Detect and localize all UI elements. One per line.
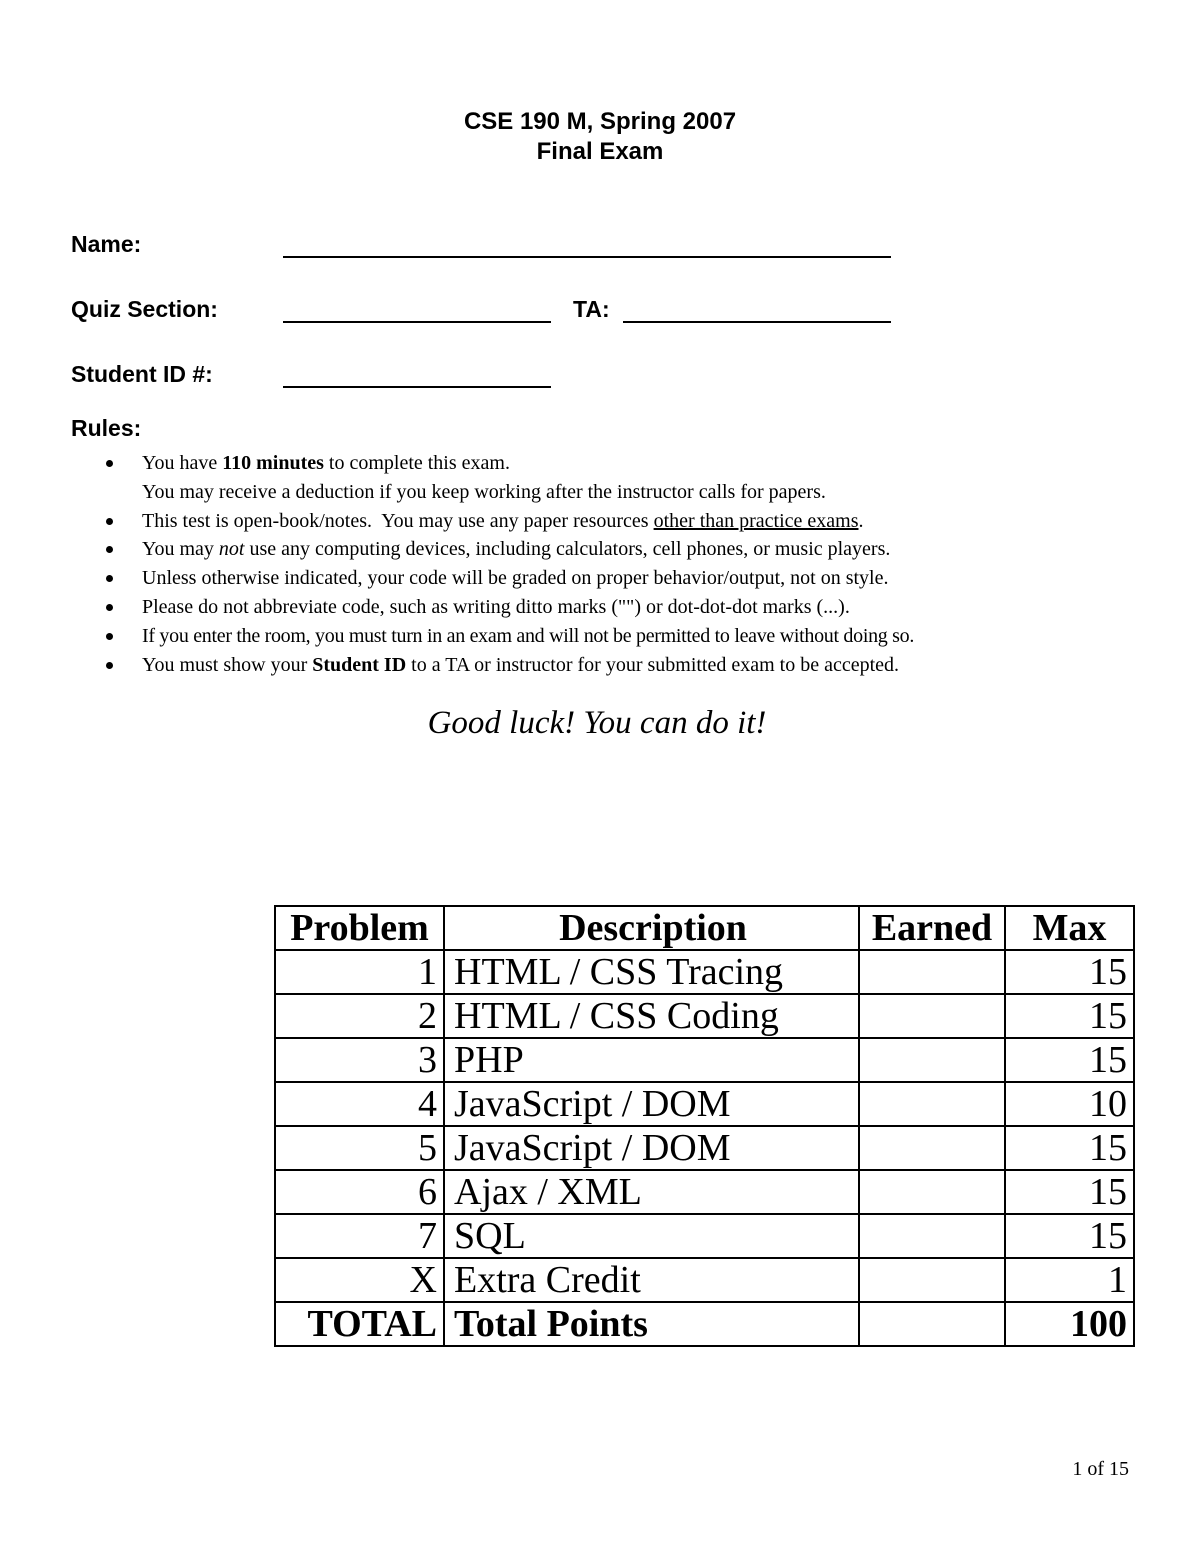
rule-item: Please do not abbreviate code, such as writing ditto marks ("") or dot-dot-dot marks (...). (142, 595, 850, 618)
rule-item: You have 110 minutes to complete this exam. You may receive a deduction if you keep working after the instructor calls for papers. (142, 452, 826, 503)
ta-blank[interactable] (623, 321, 891, 323)
earned-cell[interactable] (859, 1214, 1005, 1258)
description-cell: Extra Credit (444, 1258, 859, 1302)
total-description-cell: Total Points (444, 1302, 859, 1346)
problem-cell: X (275, 1258, 444, 1302)
name-label: Name: (71, 231, 142, 257)
header-earned: Earned (859, 906, 1005, 950)
rules-list (105, 449, 1165, 679)
description-cell: HTML / CSS Tracing (444, 950, 859, 994)
total-earned-cell[interactable] (859, 1302, 1005, 1346)
table-header-row (275, 906, 1134, 950)
problem-cell: 3 (275, 1038, 444, 1082)
table-row (275, 1214, 1134, 1258)
problem-cell: 6 (275, 1170, 444, 1214)
quiz-section-blank[interactable] (283, 321, 551, 323)
rule-item: This test is open-book/notes. You may use any paper resources other than practice exams. (142, 509, 864, 532)
description-cell: Ajax / XML (444, 1170, 859, 1214)
score-table (274, 905, 1135, 1347)
earned-cell[interactable] (859, 1038, 1005, 1082)
max-cell: 15 (1005, 1214, 1134, 1258)
header-problem: Problem (275, 906, 444, 950)
course-title: CSE 190 M, Spring 2007 (463, 108, 737, 135)
quiz-section-label: Quiz Section: (71, 296, 218, 322)
ta-label: TA: (573, 296, 610, 322)
max-cell: 10 (1005, 1082, 1134, 1126)
max-cell: 15 (1005, 994, 1134, 1038)
table-row (275, 1082, 1134, 1126)
max-cell: 1 (1005, 1258, 1134, 1302)
page-number: 1 of 15 (1072, 1458, 1129, 1480)
max-cell: 15 (1005, 1126, 1134, 1170)
problem-cell: 2 (275, 994, 444, 1038)
table-row (275, 1258, 1134, 1302)
description-cell: SQL (444, 1214, 859, 1258)
description-cell: JavaScript / DOM (444, 1126, 859, 1170)
problem-cell: 4 (275, 1082, 444, 1126)
rule-item: If you enter the room, you must turn in an exam and will not be permitted to leave without doing so. (142, 624, 915, 647)
max-cell: 15 (1005, 1038, 1134, 1082)
earned-cell[interactable] (859, 994, 1005, 1038)
student-id-label: Student ID #: (71, 361, 213, 387)
earned-cell[interactable] (859, 1258, 1005, 1302)
description-cell: PHP (444, 1038, 859, 1082)
total-max-cell: 100 (1005, 1302, 1134, 1346)
description-cell: HTML / CSS Coding (444, 994, 859, 1038)
rules-heading: Rules: (71, 415, 142, 441)
table-row (275, 1126, 1134, 1170)
table-row (275, 1170, 1134, 1214)
description-cell: JavaScript / DOM (444, 1082, 859, 1126)
good-luck-message: Good luck! You can do it! (427, 705, 767, 741)
problem-cell: 5 (275, 1126, 444, 1170)
total-problem-cell: TOTAL (275, 1302, 444, 1346)
header-description: Description (444, 906, 859, 950)
earned-cell[interactable] (859, 1170, 1005, 1214)
name-blank[interactable] (283, 256, 891, 258)
student-id-blank[interactable] (283, 386, 551, 388)
problem-cell: 1 (275, 950, 444, 994)
table-row (275, 994, 1134, 1038)
max-cell: 15 (1005, 1170, 1134, 1214)
problem-cell: 7 (275, 1214, 444, 1258)
table-row (275, 1038, 1134, 1082)
earned-cell[interactable] (859, 950, 1005, 994)
rule-item: Unless otherwise indicated, your code will be graded on proper behavior/output, not on style. (142, 567, 889, 590)
table-row (275, 950, 1134, 994)
earned-cell[interactable] (859, 1082, 1005, 1126)
rule-item: You must show your Student ID to a TA or instructor for your submitted exam to be accepted. (142, 653, 900, 676)
max-cell: 15 (1005, 950, 1134, 994)
header-max: Max (1005, 906, 1134, 950)
rule-item: You may not use any computing devices, including calculators, cell phones, or music players. (142, 538, 891, 561)
earned-cell[interactable] (859, 1126, 1005, 1170)
exam-title: Final Exam (536, 138, 664, 165)
total-row (275, 1302, 1134, 1346)
